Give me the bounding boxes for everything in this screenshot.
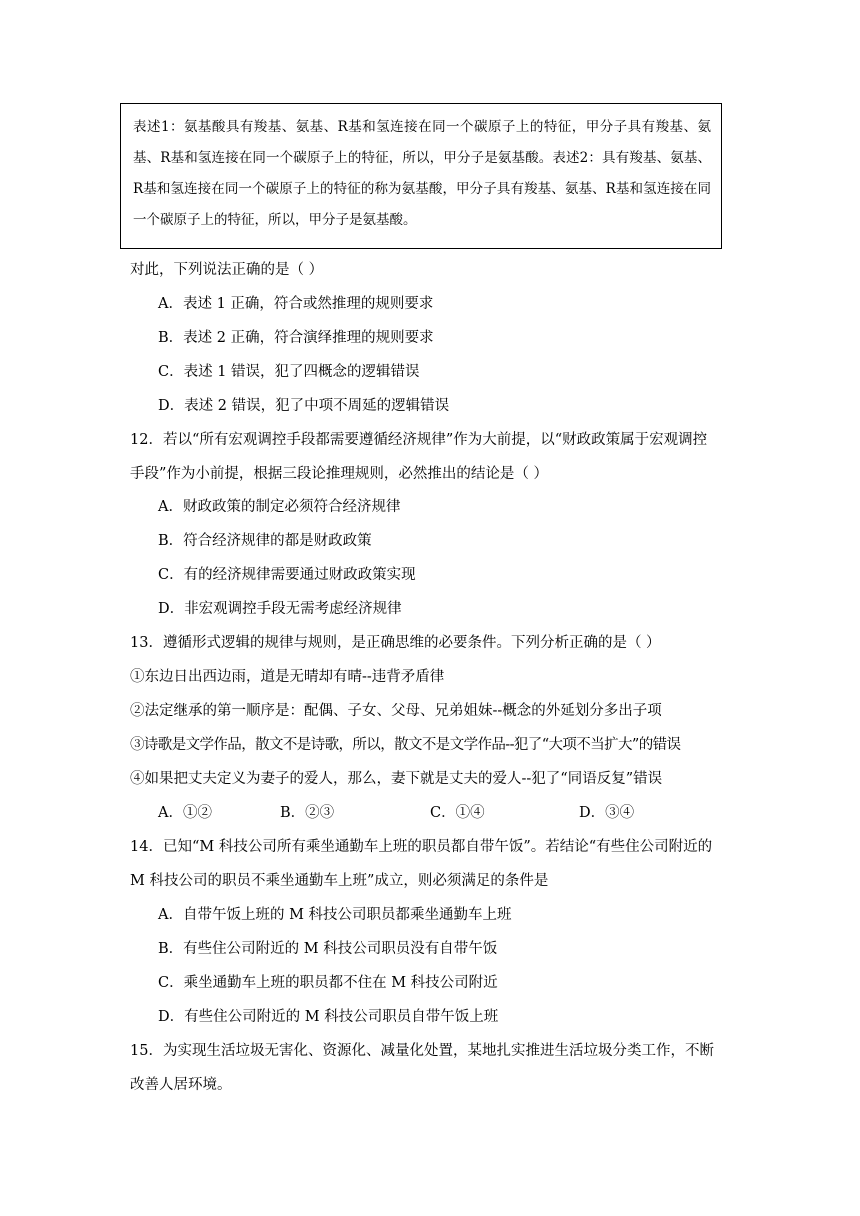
q13-statement-2: ②法定继承的第一顺序是：配偶、子女、父母、兄弟姐妹--概念的外延划分多出子项 (130, 703, 662, 719)
q13-statement-3: ③诗歌是文学作品，散文不是诗歌，所以，散文不是文学作品--犯了“大项不当扩大”的错误 (130, 737, 681, 753)
q14-option-d[interactable]: D．有些住公司附近的 M 科技公司职员自带午饭上班 (158, 1009, 499, 1025)
q12-option-b[interactable]: B．符合经济规律的都是财政政策 (158, 533, 372, 549)
q12-option-d[interactable]: D．非宏观调控手段无需考虑经济规律 (158, 601, 402, 617)
q13-option-a[interactable]: A．①② (158, 805, 212, 821)
q12-option-a[interactable]: A．财政政策的制定必须符合经济规律 (158, 499, 401, 515)
q14-option-a[interactable]: A．自带午饭上班的 M 科技公司职员都乘坐通勤车上班 (158, 907, 512, 923)
q13-option-c[interactable]: C．①④ (430, 805, 485, 821)
q13-option-b[interactable]: B．②③ (280, 805, 335, 821)
q12-option-c[interactable]: C．有的经济规律需要通过财政政策实现 (158, 567, 416, 583)
q12-stem-line2: 手段”作为小前提，根据三段论推理规则，必然推出的结论是（ ） (130, 466, 549, 482)
q13-stem: 13．遵循形式逻辑的规律与规则，是正确思维的必要条件。下列分析正确的是（ ） (130, 635, 661, 651)
q13-statement-4: ④如果把丈夫定义为妻子的爱人，那么，妻下就是丈夫的爱人--犯了“同语反复”错误 (130, 771, 663, 787)
q11-option-c[interactable]: C．表述 1 错误，犯了四概念的逻辑错误 (158, 364, 420, 380)
q14-stem-line2: M 科技公司的职员不乘坐通勤车上班”成立，则必须满足的条件是 (130, 873, 549, 889)
q14-option-b[interactable]: B．有些住公司附近的 M 科技公司职员没有自带午饭 (158, 941, 498, 957)
q11-option-d[interactable]: D．表述 2 错误，犯了中项不周延的逻辑错误 (158, 398, 450, 414)
context-text: 表述1：氨基酸具有羧基、氨基、R基和氢连接在同一个碳原子上的特征，甲分子具有羧基、氨基、R基和氢连接在同一个碳原子上的特征，所以，甲分子是氨基酸。表述2：具有羧基、氨基、R基和氢连接在同一个碳原子上的特征的称为氨基酸，甲分子具有羧基、氨基、R基和氢连接在同一个碳原子上的特征，所以，甲分子是氨基酸。 (133, 119, 711, 228)
context-box (120, 103, 722, 249)
q13-statement-1: ①东边日出西边雨，道是无晴却有晴--违背矛盾律 (130, 669, 445, 685)
q11-option-b[interactable]: B．表述 2 正确，符合演绎推理的规则要求 (158, 330, 434, 346)
q11-option-a[interactable]: A．表述 1 正确，符合或然推理的规则要求 (158, 296, 434, 312)
q12-stem-line1: 12．若以“所有宏观调控手段都需要遵循经济规律”作为大前提，以“财政政策属于宏观调控 (130, 432, 708, 448)
q15-stem-line2: 改善人居环境。 (130, 1077, 232, 1093)
q14-option-c[interactable]: C．乘坐通勤车上班的职员都不住在 M 科技公司附近 (158, 975, 498, 991)
q14-stem-line1: 14．已知“M 科技公司所有乘坐通勤车上班的职员都自带午饭”。若结论“有些住公司附近的 (130, 839, 713, 855)
q13-option-d[interactable]: D．③④ (579, 805, 635, 821)
q15-stem-line1: 15．为实现生活垃圾无害化、资源化、减量化处置，某地扎实推进生活垃圾分类工作，不断 (130, 1043, 714, 1059)
q11-stem: 对此，下列说法正确的是（ ） (130, 262, 324, 278)
